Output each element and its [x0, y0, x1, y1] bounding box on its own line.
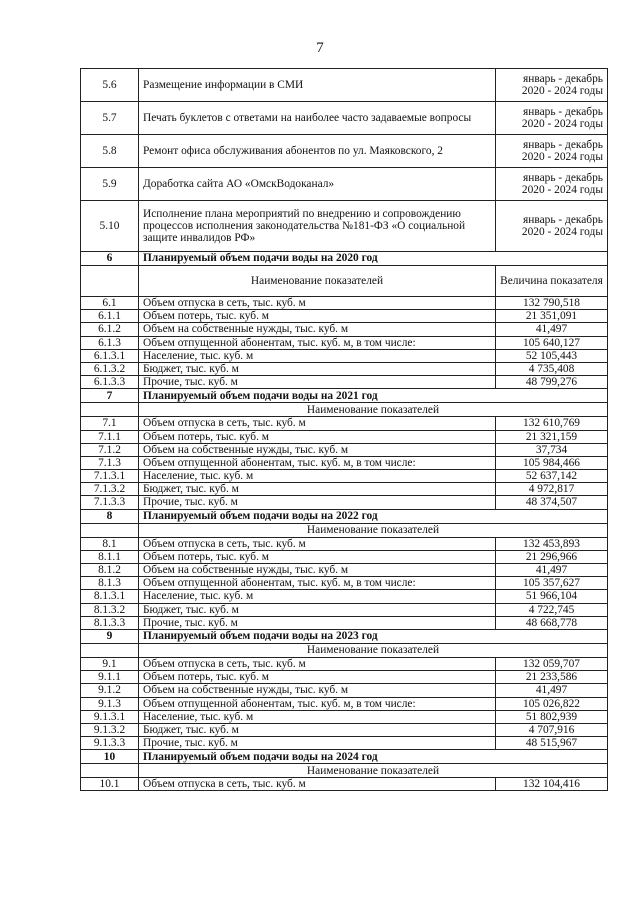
activity-row — [81, 201, 608, 252]
section-title: Планируемый объем подачи воды на 2022 год — [139, 509, 608, 523]
header-name: Наименование показателей — [139, 764, 608, 778]
section-number: 8 — [81, 509, 139, 523]
table-row: 7.1.3 Объем отпущенной абонентам, тыс. куб. м, в том числе: 105 984,466 — [81, 456, 608, 469]
activity-period: январь - декабрь 2020 - 2024 годы — [496, 102, 608, 135]
table-row: 7.1.3.3 Прочие, тыс. куб. м 48 374,507 — [81, 496, 608, 509]
table-row: 6.1.3 Объем отпущенной абонентам, тыс. куб. м, в том числе: 105 640,127 — [81, 336, 608, 349]
section-title-row — [81, 389, 608, 403]
activity-name: Печать буклетов с ответами на наиболее часто задаваемые вопросы — [139, 102, 496, 135]
table-row: 8.1.3.1 Население, тыс. куб. м 51 966,104 — [81, 590, 608, 603]
header-value: Величина показателя — [496, 266, 608, 297]
water-supply-plan-table — [80, 68, 608, 791]
activity-name: Ремонт офиса обслуживания абонентов по ул. Маяковского, 2 — [139, 135, 496, 168]
table-row: 10.1 Объем отпуска в сеть, тыс. куб. м 132 104,416 — [81, 778, 608, 791]
table-row: 8.1.2 Объем на собственные нужды, тыс. куб. м 41,497 — [81, 564, 608, 577]
activity-period: январь - декабрь 2020 - 2024 годы — [496, 69, 608, 102]
table-row: 9.1.2 Объем на собственные нужды, тыс. куб. м 41,497 — [81, 684, 608, 697]
table-row: 7.1.2 Объем на собственные нужды, тыс. куб. м 37,734 — [81, 443, 608, 456]
section-title-row — [81, 252, 608, 266]
page-number: 7 — [316, 40, 324, 56]
table-row: 8.1.3.3 Прочие, тыс. куб. м 48 668,778 — [81, 616, 608, 629]
section-number: 7 — [81, 389, 139, 403]
activity-row — [81, 69, 608, 102]
activity-row — [81, 102, 608, 135]
section-title: Планируемый объем подачи воды на 2020 год — [139, 252, 608, 266]
section-title: Планируемый объем подачи воды на 2021 год — [139, 389, 608, 403]
table-row: 9.1.3.2 Бюджет, тыс. куб. м 4 707,916 — [81, 723, 608, 736]
row-number: 5.8 — [81, 135, 139, 168]
activity-name: Исполнение плана мероприятий по внедрению и сопровождению процессов исполнения законодательства №181-ФЗ «О социальной защите инвалидов РФ» — [139, 201, 496, 252]
section-title: Планируемый объем подачи воды на 2023 год — [139, 629, 608, 643]
table-row: 6.1 Объем отпуска в сеть, тыс. куб. м 132 790,518 — [81, 297, 608, 310]
table-row: 8.1.1 Объем потерь, тыс. куб. м 21 296,966 — [81, 550, 608, 563]
header-name: Наименование показателей — [139, 643, 608, 657]
table-row: 7.1.1 Объем потерь, тыс. куб. м 21 321,159 — [81, 430, 608, 443]
column-header-row — [81, 643, 608, 657]
column-header-row — [81, 523, 608, 537]
table-row: 6.1.2 Объем на собственные нужды, тыс. куб. м 41,497 — [81, 323, 608, 336]
section-title: Планируемый объем подачи воды на 2024 год — [139, 750, 608, 764]
table-row: 6.1.1 Объем потерь, тыс. куб. м 21 351,091 — [81, 310, 608, 323]
header-name: Наименование показателей — [139, 266, 496, 297]
activity-row — [81, 135, 608, 168]
table-row: 7.1 Объем отпуска в сеть, тыс. куб. м 132 610,769 — [81, 417, 608, 430]
table-row: 9.1.3 Объем отпущенной абонентам, тыс. куб. м, в том числе: 105 026,822 — [81, 697, 608, 710]
activity-row — [81, 168, 608, 201]
section-title-row — [81, 629, 608, 643]
column-header-row — [81, 764, 608, 778]
section-title-row — [81, 509, 608, 523]
row-number: 5.6 — [81, 69, 139, 102]
activity-period: январь - декабрь 2020 - 2024 годы — [496, 168, 608, 201]
section-number: 10 — [81, 750, 139, 764]
section-title-row — [81, 750, 608, 764]
table-row: 9.1.3.3 Прочие, тыс. куб. м 48 515,967 — [81, 737, 608, 750]
activity-period: январь - декабрь 2020 - 2024 годы — [496, 201, 608, 252]
header-name: Наименование показателей — [139, 403, 608, 417]
table-row: 8.1 Объем отпуска в сеть, тыс. куб. м 132 453,893 — [81, 537, 608, 550]
table-row: 7.1.3.2 Бюджет, тыс. куб. м 4 972,817 — [81, 483, 608, 496]
table-row: 8.1.3 Объем отпущенной абонентам, тыс. куб. м, в том числе: 105 357,627 — [81, 577, 608, 590]
table-row: 7.1.3.1 Население, тыс. куб. м 52 637,142 — [81, 470, 608, 483]
table-row: 9.1.3.1 Население, тыс. куб. м 51 802,939 — [81, 710, 608, 723]
table-row: 6.1.3.3 Прочие, тыс. куб. м 48 799,276 — [81, 376, 608, 389]
column-header-row — [81, 403, 608, 417]
section-number: 9 — [81, 629, 139, 643]
table-row: 8.1.3.2 Бюджет, тыс. куб. м 4 722,745 — [81, 603, 608, 616]
table-row: 9.1.1 Объем потерь, тыс. куб. м 21 233,586 — [81, 671, 608, 684]
activity-name: Доработка сайта АО «ОмскВодоканал» — [139, 168, 496, 201]
activity-name: Размещение информации в СМИ — [139, 69, 496, 102]
table-row: 6.1.3.2 Бюджет, тыс. куб. м 4 735,408 — [81, 362, 608, 375]
row-number: 5.10 — [81, 201, 139, 252]
table-row: 9.1 Объем отпуска в сеть, тыс. куб. м 132 059,707 — [81, 657, 608, 670]
header-name: Наименование показателей — [139, 523, 608, 537]
table-row: 6.1.3.1 Население, тыс. куб. м 52 105,443 — [81, 349, 608, 362]
activity-period: январь - декабрь 2020 - 2024 годы — [496, 135, 608, 168]
row-number: 5.7 — [81, 102, 139, 135]
column-header-row — [81, 266, 608, 297]
section-number: 6 — [81, 252, 139, 266]
row-number: 5.9 — [81, 168, 139, 201]
